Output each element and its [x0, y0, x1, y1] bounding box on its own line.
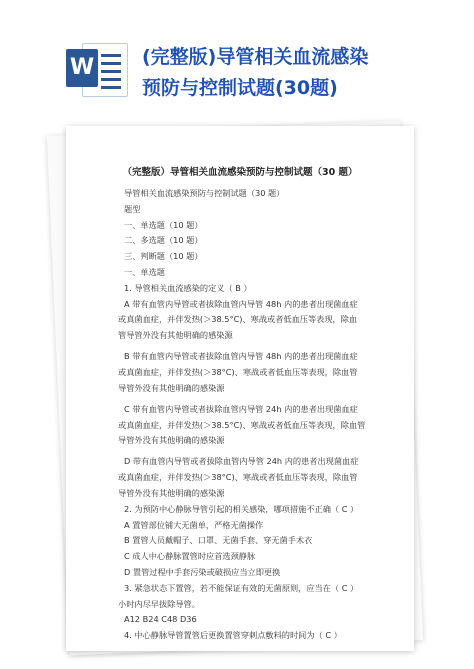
document-line: 导管外没有其他明确的感染源 — [118, 382, 225, 393]
banner-title-line-1: (完整版)导管相关血流感染 — [142, 46, 369, 68]
document-line: C 带有血管内导管或者拔除血管内导管 24h 内的患者出现菌血症 — [124, 403, 358, 414]
document-line: 导管相关血流感染预防与控制试题（30 题） — [124, 188, 285, 198]
document-line: 三、判断题（10 题） — [124, 251, 203, 262]
document-line: 一、单选题（10 题） — [124, 219, 203, 230]
document-line: 或真菌血症，并伴发热(＞38°C)、寒战或者低血压等表现，除血管 — [118, 472, 358, 483]
word-icon-line — [101, 78, 121, 81]
document-line: A 带有血管内导管或者拔除血管内导管 48h 内的患者出现菌血症 — [124, 298, 358, 309]
document-heading: （完整版）导管相关血流感染预防与控制试题（30 题） — [122, 167, 358, 178]
document-line: C 成人中心静脉置管时应首选颈静脉 — [124, 551, 256, 562]
document-line: 4. 中心静脉导管置管后更换置管穿刺点敷料的时间为（ C ） — [124, 630, 342, 641]
document-line: B 置管人员戴帽子、口罩、无菌手套、穿无菌手术衣 — [124, 535, 313, 546]
word-document-icon — [66, 39, 126, 97]
document-line: 或真菌血症，并伴发热(＞38.5°C)、寒战或者低血压等表现，除血 — [118, 314, 358, 325]
document-line: D 置管过程中手套污染或破损应当立即更换 — [124, 567, 281, 577]
document-line: D 带有血管内导管或者拔除血管内导管 24h 内的患者出现菌血症 — [124, 456, 359, 467]
document-line: 1. 导管相关血流感染的定义（ B ） — [124, 282, 252, 293]
banner-title-line-2: 预防与控制试题(30题) — [142, 77, 338, 99]
document-line: A 置管部位铺大无菌单，严格无菌操作 — [124, 519, 264, 530]
document-line: B 带有血管内导管或者拔除血管内导管 48h 内的患者出现菌血症 — [124, 351, 358, 362]
word-icon-line — [101, 70, 121, 73]
document-line: 或真菌血症，并伴发热(＞38.5°C)、寒战或者低血压等表现，除血管 — [118, 419, 366, 430]
document-line: 题型 — [124, 203, 141, 214]
document-page — [66, 126, 414, 651]
word-icon-line — [101, 54, 121, 57]
document-line: 导管外没有其他明确的感染源 — [118, 435, 225, 446]
document-line: 2. 为预防中心静脉导管引起的相关感染，哪项措施不正确（ C ） — [124, 503, 359, 514]
document-line: 3. 紧急状态下置管，若不能保证有效的无菌原则，应当在（ C ） — [124, 582, 359, 593]
document-line: 一、单选题 — [124, 267, 165, 277]
document-line: 管导管外没有其他明确的感染源 — [118, 330, 233, 341]
document-line: 二、多选题（10 题） — [124, 235, 203, 246]
document-line: 或真菌血症，并伴发热(＞38°C)、寒战或者低血压等表现，除血管 — [118, 367, 358, 377]
document-line: A12 B24 C48 D36 — [124, 614, 197, 625]
document-banner — [0, 0, 474, 120]
document-line: 导管外没有其他明确的感染源 — [118, 488, 225, 498]
word-icon-line — [101, 62, 121, 65]
word-icon-letter: W — [66, 49, 98, 87]
document-line: 小时内尽早拔除导管。 — [118, 598, 200, 609]
word-icon-line — [101, 86, 121, 89]
